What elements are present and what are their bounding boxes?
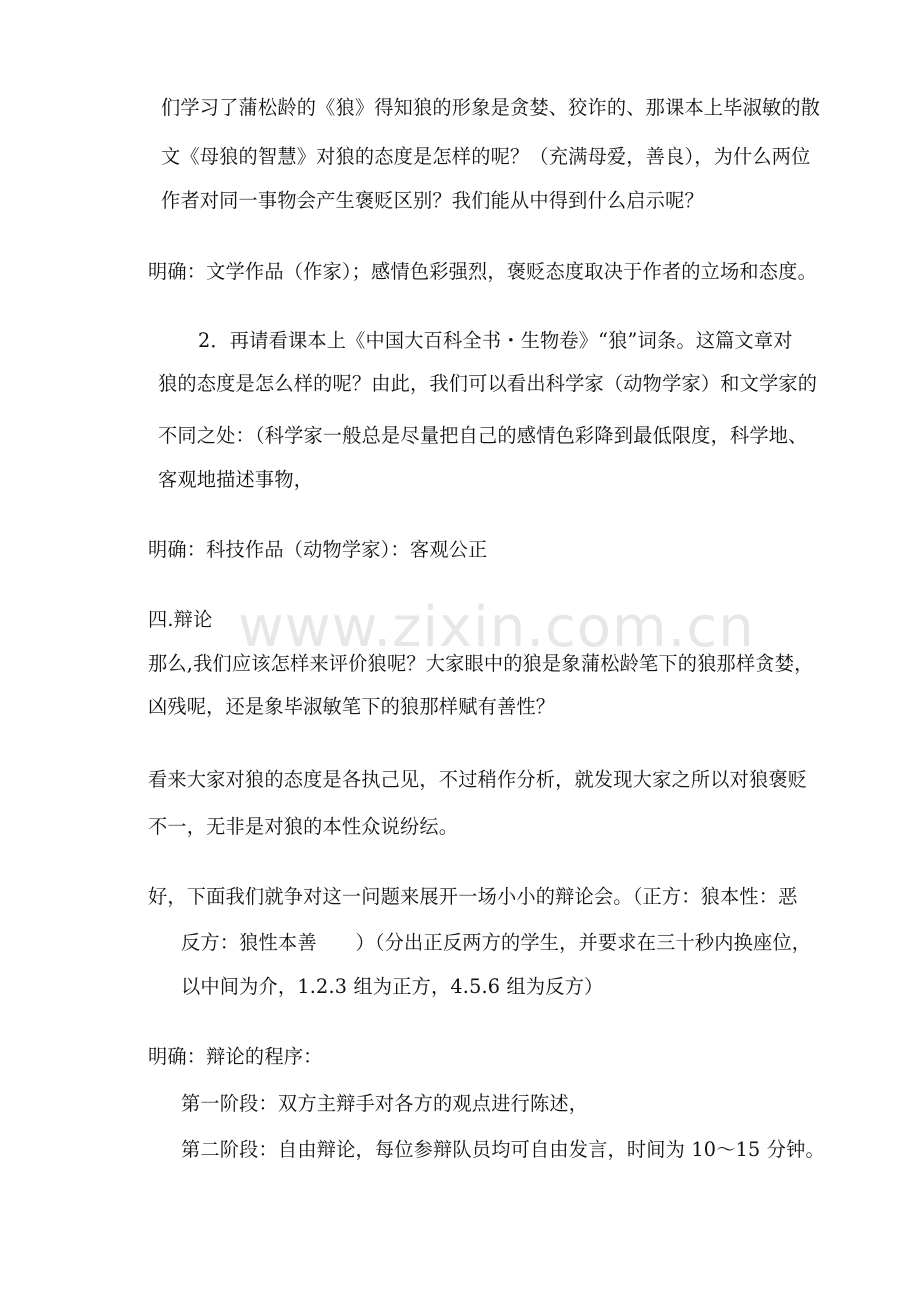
clarify-debate-procedure: 明确：辩论的程序： [148, 1045, 323, 1068]
paragraph-4-line: 不一，无非是对狼的本性众说纷纭。 [148, 815, 459, 838]
debate-stage: 第二阶段：自由辩论，每位参辩队员均可自由发言，时间为 10～15 分钟。 [181, 1138, 825, 1161]
paragraph-2-line: 狼的态度是怎么样的呢？由此，我们可以看出科学家（动物学家）和文学家的 [158, 372, 818, 395]
clarify-scientific: 明确：科技作品（动物学家）：客观公正 [148, 538, 488, 561]
paragraph-5-line: 以中间为介，1.2.3 组为正方，4.5.6 组为反方） [181, 975, 604, 998]
paragraph-5-line: 反方：狼性本善 ）（分出正反两方的学生，并要求在三十秒内换座位， [181, 931, 812, 954]
paragraph-1-line: 作者对同一事物会产生褒贬区别？我们能从中得到什么启示呢？ [161, 189, 704, 212]
watermark: www.zixin.com.cn [238, 595, 755, 660]
clarify-literary: 明确：文学作品（作家）；感情色彩强烈，褒贬态度取决于作者的立场和态度。 [148, 260, 817, 283]
section-heading: 四.辩论 [148, 608, 213, 631]
paragraph-4-line: 看来大家对狼的态度是各执己见，不过稍作分析，就发现大家之所以对狼褒贬 [148, 768, 808, 791]
paragraph-2-line: 2．再请看课本上《中国大百科全书・生物卷》“狼”词条。这篇文章对 [198, 329, 793, 352]
paragraph-2-line: 不同之处：（科学家一般总是尽量把自己的感情色彩降到最低限度，科学地、 [158, 424, 808, 447]
paragraph-1-line: 们学习了蒲松龄的《狼》得知狼的形象是贪婪、狡诈的、那课本上毕淑敏的散 [161, 96, 821, 119]
debate-stage: 第一阶段：双方主辩手对各方的观点进行陈述， [181, 1092, 589, 1115]
paragraph-5-line: 好，下面我们就争对这一问题来展开一场小小的辩论会。（正方：狼本性：恶 [148, 885, 798, 908]
paragraph-1-line: 文《母狼的智慧》对狼的态度是怎样的呢？（充满母爱，善良），为什么两位 [161, 145, 811, 168]
paragraph-3-line: 那么,我们应该怎样来评价狼呢？大家眼中的狼是象蒲松龄笔下的狼那样贪婪， [148, 652, 814, 675]
paragraph-3-line: 凶残呢，还是象毕淑敏笔下的狼那样赋有善性？ [148, 695, 556, 718]
paragraph-2-line: 客观地描述事物， [158, 468, 314, 491]
